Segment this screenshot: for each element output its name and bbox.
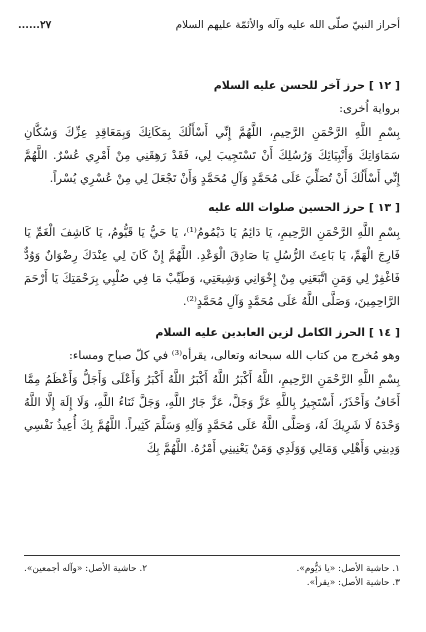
footnote-3: ٣. حاشية الأصل: «يقرأ». bbox=[306, 578, 400, 588]
section-subheading-14: وهو مُخرج من كتاب الله سبحانه وتعالى، يقرأه⁽³⁾ في كلّ صباح ومساء: bbox=[68, 348, 400, 362]
prayer-text-14: بِسْمِ اللَّهِ الرَّحْمَنِ الرَّحِيمِ، اللَّهُ أَكْبَرُ اللَّهُ أَكْبَرُ اللَّهُ أَكْبَرُ وَأَعْلَى وَأَجَلُّ وَأَعْظَمُ مِمَّا أَخَافُ وَأَحْذَرُ، أَسْتَجِيرُ بِاللَّهِ عَزَّ وَجَلَّ، عَزَّ جَارُ اللَّهِ، وَجَلَّ ثَنَاءُ اللَّهِ، وَلَا إِلَهَ إِلَّا اللَّهُ وَحْدَهُ لَا شَرِيكَ لَهُ، وَصَلَّى اللَّهُ عَلَى مُحَمَّدٍ وَآلِهِ وَسَلَّمَ كَثِيراً. اللَّهُمَّ بِكَ أُعِيذُ نَفْسِي وَدِينِي وَأَهْلِي وَمَالِي وَوَلَدِي وَمَنْ يَعْنِينِي أَمْرُهُ. اللَّهُمَّ بِكَ bbox=[24, 372, 400, 455]
running-head bbox=[18, 18, 400, 32]
footnotes bbox=[24, 555, 400, 590]
prayer-text-12: بِسْمِ اللَّهِ الرَّحْمَنِ الرَّحِيمِ، اللَّهُمَّ إِنِّي أَسْأَلُكَ بِمَكَانِكَ وَبِمَعَاقِدِ عِزِّكَ وَسُكَّانِ سَمَاوَاتِكَ وَأَنْبِيَائِكَ وَرُسُلِكَ أَنْ تَسْتَجِيبَ لِي، فَقَدْ رَهِقَنِي مِنْ أَمْرِي عُسْرٌ. اللَّهُمَّ إِنِّي أَسْأَلُكَ أَنْ تُصَلِّيَ عَلَى مُحَمَّدٍ وَآلِ مُحَمَّدٍ وَأَنْ تَجْعَلَ لِي مِنْ عُسْرِي يُسْراً. bbox=[24, 125, 400, 185]
section-heading-12: [ ١٢ ] حرز آخر للحسن عليه السلام bbox=[213, 79, 400, 92]
section-subheading-12: برواية اُخرى: bbox=[339, 101, 400, 115]
footnote-2: ٢. حاشية الأصل: «وآله أجمعين». bbox=[24, 564, 148, 574]
main-text bbox=[24, 78, 400, 460]
section-heading-14: [ ١٤ ] الحرز الكامل لزين العابدين عليه السلام bbox=[155, 326, 400, 339]
running-head-title: أحراز النبيّ صلّى الله عليه وآله والأئمّة عليهم السلام bbox=[175, 19, 400, 31]
section-heading-13: [ ١٣ ] حرز الحسين صلوات الله عليه bbox=[208, 201, 400, 214]
page-number: ......٢٧ bbox=[18, 19, 52, 31]
prayer-text-13: بِسْمِ اللَّهِ الرَّحْمَنِ الرَّحِيمِ، يَا دَائِمُ يَا دَيْمُومُ⁽¹⁾، يَا حَيُّ يَا قَيُّومُ، يَا كَاشِفَ الْغَمِّ يَا فَارِجَ الْهَمِّ، يَا بَاعِثَ الرُّسُلِ يَا صَادِقَ الْوَعْدِ. اللَّهُمَّ إِنْ كَانَ لِي عِنْدَكَ رِضْوَانٌ وَوُدٌّ فَاغْفِرْ لِي وَمَنِ اتَّبَعَنِي مِنْ إِخْوَانِي وَشِيعَتِي، وَطَيِّبْ مَا فِي صُلْبِي بِرَحْمَتِكَ يَا أَرْحَمَ الرَّاحِمِينَ، وَصَلَّى اللَّهُ عَلَى مُحَمَّدٍ وَآلِ مُحَمَّدٍ⁽²⁾. bbox=[24, 225, 400, 308]
footnote-1: ١. حاشية الأصل: «يا دَيُّوم». bbox=[296, 564, 400, 574]
